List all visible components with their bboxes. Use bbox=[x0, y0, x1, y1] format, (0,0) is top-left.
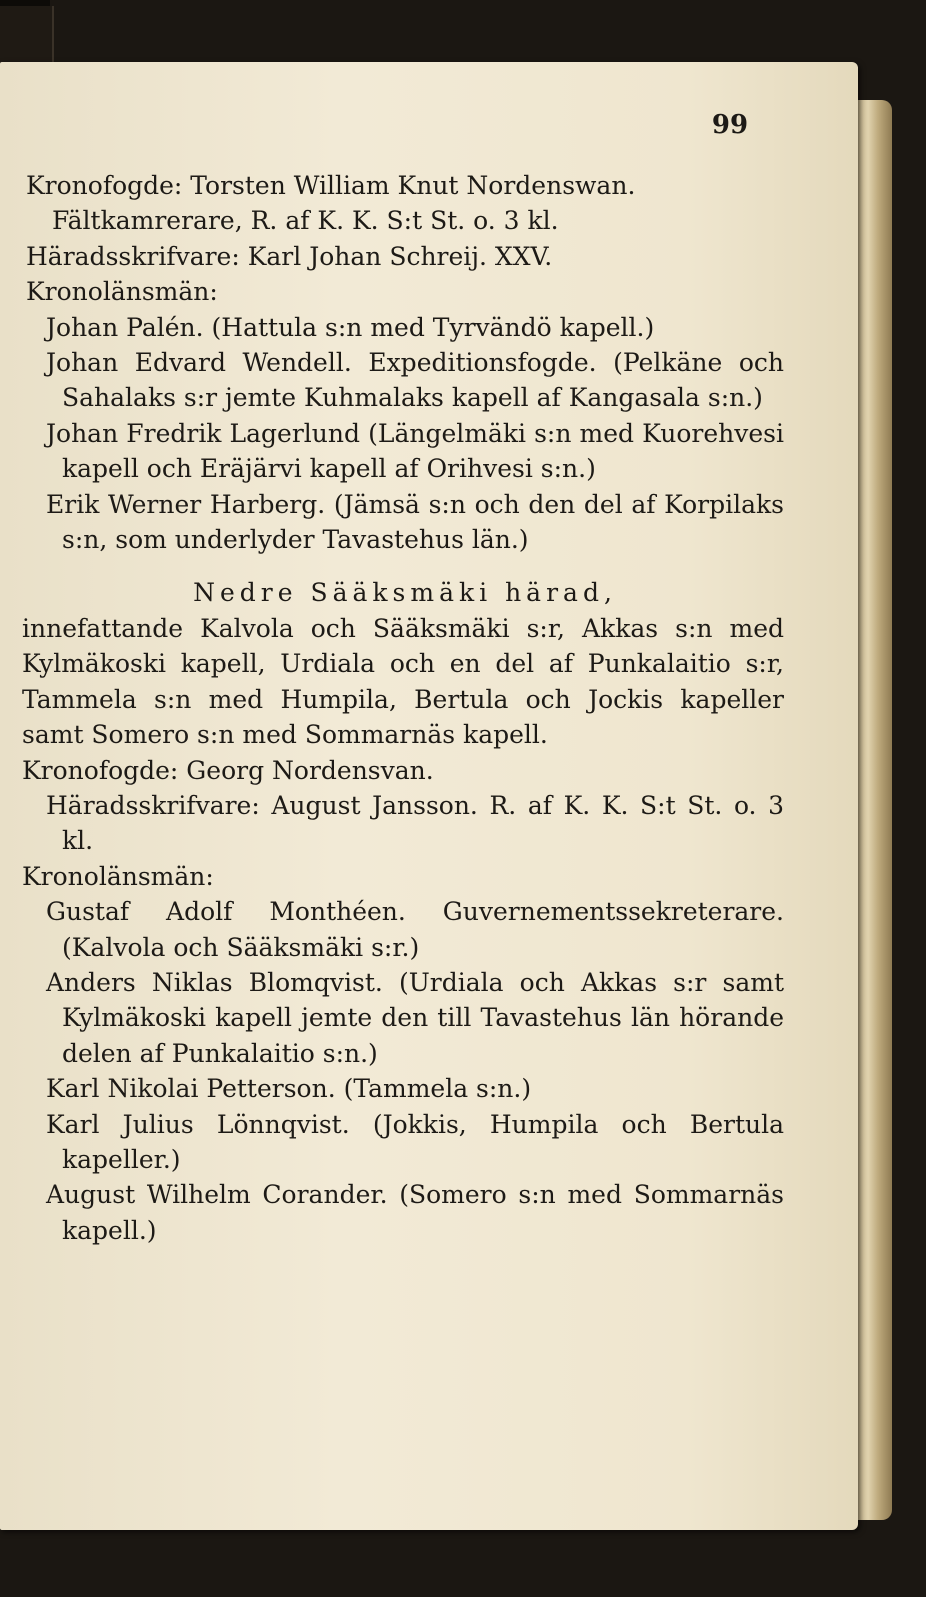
faltkamrerare-line: Fältkamrerare, R. af K. K. S:t St. o. 3 kl. bbox=[52, 206, 559, 236]
lansman-entry: Johan Fredrik Lagerlund (Längelmäki s:n med Kuorehvesi kapell och Eräjärvi kapell af Orihvesi s:n.) bbox=[46, 418, 784, 484]
harad-description: innefattande Kalvola och Sääksmäki s:r, Akkas s:n med Kylmäkoski kapell, Urdiala och en del af Punkalaitio s:r, Tammela s:n med Humpila, Bertula och Jockis kapeller samt Somero s:n med Sommarnäs kapell. bbox=[22, 613, 784, 750]
kronolansman-label-1: Kronolänsmän: bbox=[26, 277, 218, 307]
lansman-entry: Karl Nikolai Petterson. (Tammela s:n.) bbox=[46, 1074, 532, 1104]
harad-heading: Nedre Sääksmäki härad, bbox=[193, 578, 617, 608]
page-number: 99 bbox=[711, 110, 749, 140]
previous-page-corner bbox=[0, 6, 54, 64]
lansman-entry: Erik Werner Harberg. (Jämsä s:n och den del af Korpilaks s:n, som underlyder Tavastehus län.) bbox=[46, 489, 784, 555]
page-edges bbox=[858, 100, 892, 1520]
kronofogde-line-2: Kronofogde: Georg Nordensvan. bbox=[22, 755, 434, 785]
lansman-entry: Anders Niklas Blomqvist. (Urdiala och Akkas s:r samt Kylmäkoski kapell jemte den till Tavastehus län hörande delen af Punkalaitio s:n.) bbox=[46, 967, 784, 1068]
haradsskrifvare-line-1: Häradsskrifvare: Karl Johan Schreij. XXV. bbox=[26, 241, 553, 271]
kronofogde-line-1: Kronofogde: Torsten William Knut Nordenswan. bbox=[26, 171, 636, 200]
kronolansman-label-2: Kronolänsmän: bbox=[22, 861, 214, 891]
lansman-entry: Johan Edvard Wendell. Expeditionsfogde. (Pelkäne och Sahalaks s:r jemte Kuhmalaks kapell af Kangasala s:n.) bbox=[46, 348, 784, 413]
page-text bbox=[14, 168, 784, 1248]
lansman-entry: August Wilhelm Corander. (Somero s:n med Sommarnäs kapell.) bbox=[46, 1180, 784, 1245]
lansman-entry: Karl Julius Lönnqvist. (Jokkis, Humpila och Bertula kapeller.) bbox=[46, 1109, 784, 1174]
lansman-entry: Gustaf Adolf Monthéen. Guvernementssekreterare. (Kalvola och Sääksmäki s:r.) bbox=[46, 897, 784, 962]
haradsskrifvare-line-2: Häradsskrifvare: August Jansson. R. af K. K. S:t St. o. 3 kl. bbox=[46, 790, 784, 856]
lansman-entry: Johan Palén. (Hattula s:n med Tyrvändö kapell.) bbox=[46, 312, 655, 342]
